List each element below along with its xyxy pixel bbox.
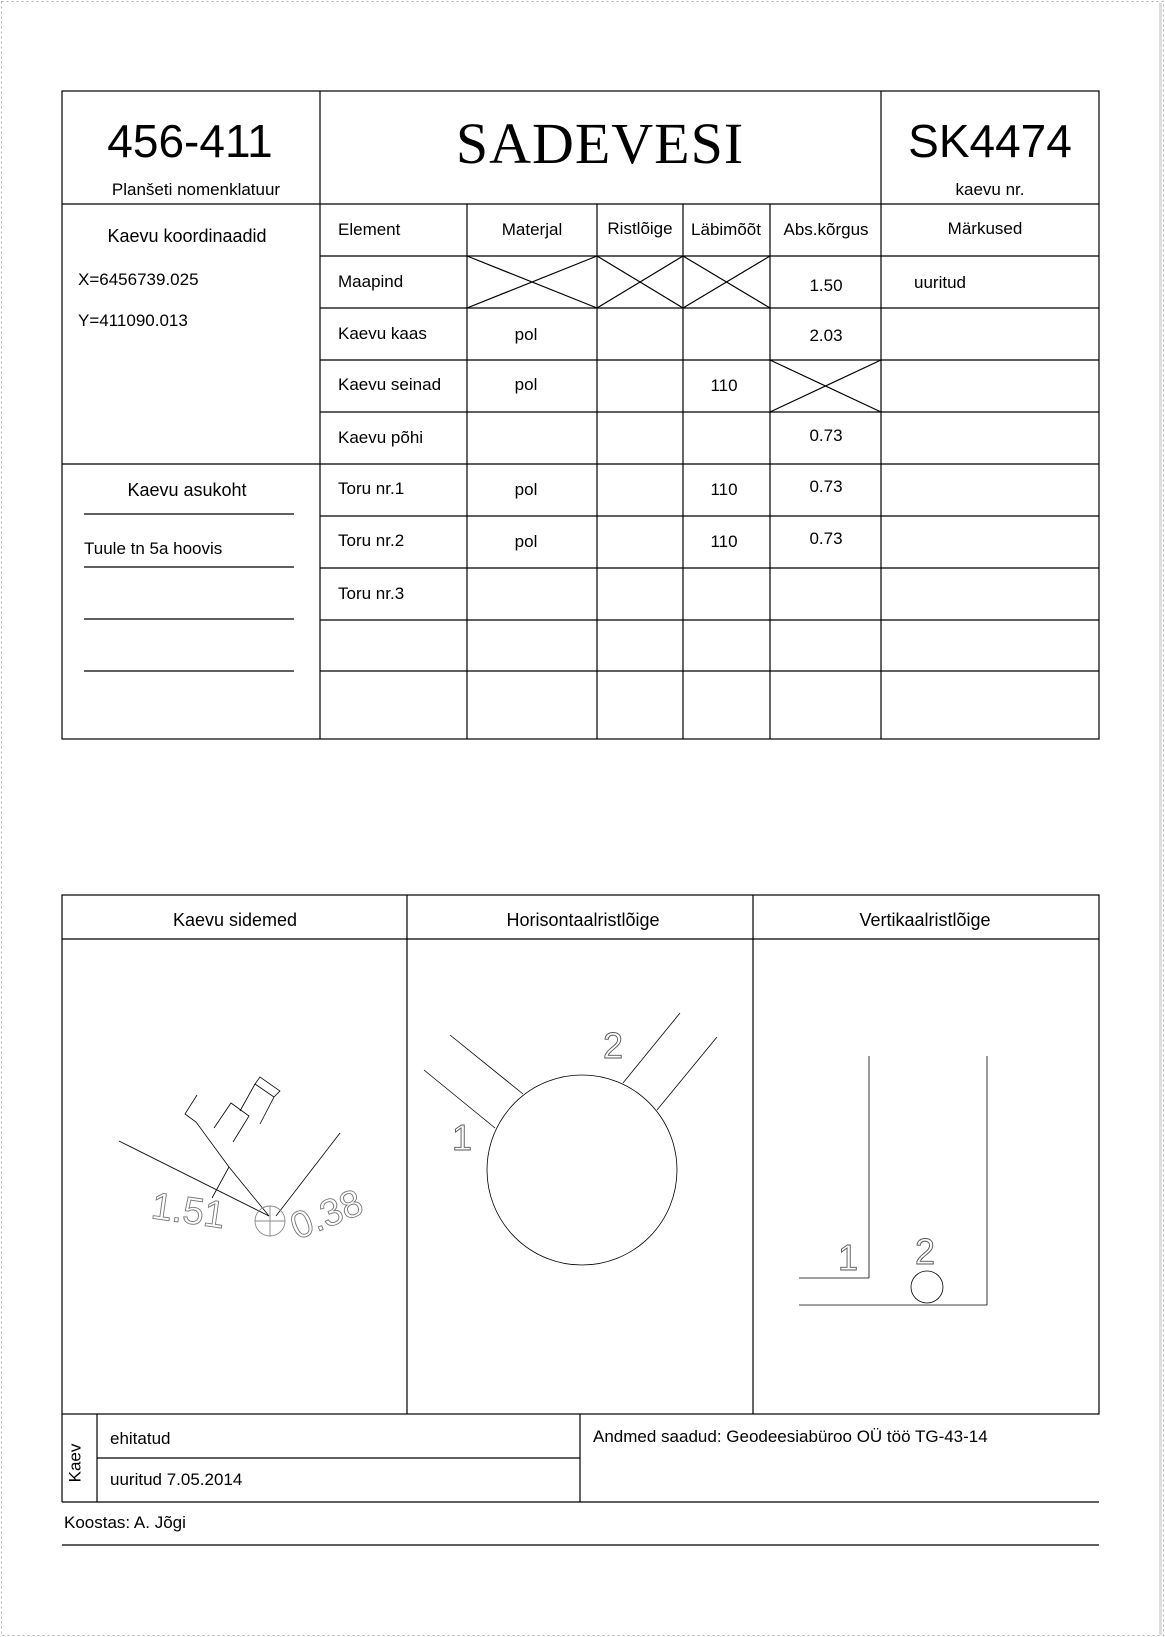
ties-drawing [119, 1077, 340, 1216]
horizontal-pipe-2-label: 2 [603, 1025, 624, 1066]
row-abs-height: 2.03 [809, 326, 843, 345]
well-symbol [255, 1206, 285, 1236]
row-material: pol [514, 325, 538, 344]
panel-header-ties: Kaevu sidemed [172, 910, 298, 930]
row-element: Toru nr.3 [338, 584, 405, 603]
compiled-by: Koostas: A. Jõgi [64, 1513, 186, 1532]
row-element: Toru nr.2 [338, 531, 405, 550]
location-line-1: Tuule tn 5a hoovis [84, 539, 223, 558]
row-abs-height: 0.73 [809, 426, 843, 445]
well-label: kaevu nr. [955, 180, 1025, 199]
vertical-section-drawing [799, 1056, 987, 1305]
sheet-number: 456-411 [107, 115, 273, 167]
row-diameter: 110 [710, 480, 738, 499]
vertical-pipe-2-label: 2 [915, 1231, 936, 1272]
row-element: Kaevu kaas [338, 324, 427, 343]
row-diameter: 110 [710, 376, 738, 395]
sheet-label: Planšeti nomenklatuur [111, 180, 281, 199]
row-material: pol [514, 375, 538, 394]
column-header-material: Materjal [501, 220, 563, 239]
panel-header-horizontal: Horisontaalristlõige [506, 910, 660, 930]
column-header-abs-height: Abs.kõrgus [783, 220, 869, 239]
panels-border [62, 895, 1099, 1414]
panel-header-vertical: Vertikaalristlõige [859, 910, 991, 930]
row-element: Toru nr.1 [338, 479, 405, 498]
row-material: pol [514, 480, 538, 499]
row-element: Maapind [338, 272, 404, 291]
page-title: SADEVESI [455, 111, 745, 176]
well-number: SK4474 [908, 115, 1072, 167]
column-header-cross-section: Ristlõige [607, 219, 673, 238]
row-notes: uuritud [914, 273, 966, 292]
kaev-label: Kaev [65, 1443, 85, 1483]
vertical-pipe-1-label: 1 [838, 1237, 859, 1278]
column-header-notes: Märkused [947, 219, 1023, 238]
row-element: Kaevu seinad [338, 375, 442, 394]
column-header-element: Element [338, 220, 401, 239]
row-element: Kaevu põhi [338, 428, 424, 447]
data-source: Andmed saadud: Geodeesiabüroo OÜ töö TG-43-14 [593, 1427, 988, 1446]
row-abs-height: 0.73 [809, 529, 843, 548]
row-material: pol [514, 532, 538, 551]
tie-distance-left: 1.51 [148, 1185, 228, 1238]
column-header-diameter: Läbimõõt [691, 220, 761, 239]
row-abs-height: 1.50 [809, 276, 843, 295]
surveyed-label: uuritud 7.05.2014 [110, 1470, 243, 1489]
tie-distance-right: 0.38 [284, 1181, 369, 1249]
built-label: ehitatud [110, 1429, 171, 1448]
coordinates-heading: Kaevu koordinaadid [107, 226, 267, 246]
coordinate-y: Y=411090.013 [78, 311, 188, 330]
horizontal-pipe-1-label: 1 [452, 1117, 473, 1158]
coordinate-x: X=6456739.025 [78, 270, 199, 289]
row-abs-height: 0.73 [809, 477, 843, 496]
row-diameter: 110 [710, 532, 738, 551]
location-heading: Kaevu asukoht [127, 480, 247, 500]
